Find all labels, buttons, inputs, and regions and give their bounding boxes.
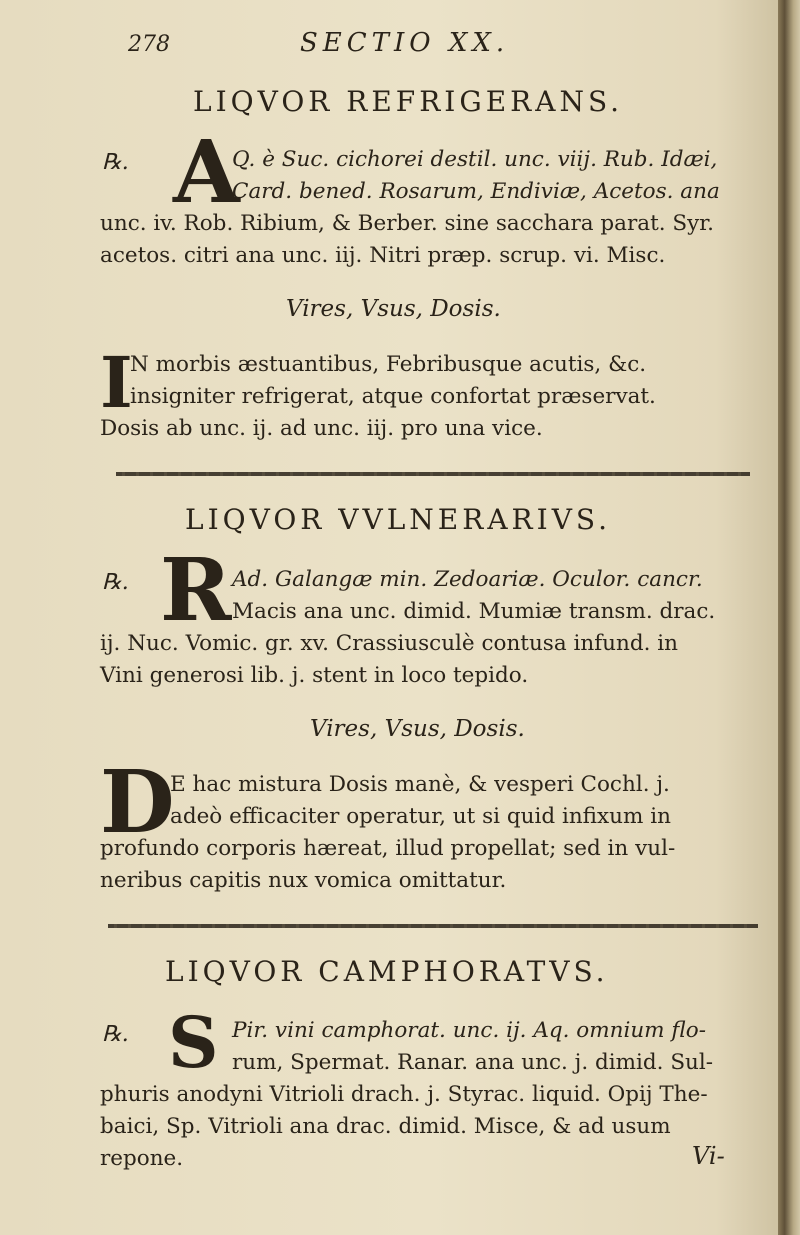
running-title: SECTIO XX. (300, 28, 510, 58)
section-title-camphoratus: LIQVOR CAMPHORATVS. (165, 955, 609, 988)
subheading: Vires, Vsus, Dosis. (286, 296, 501, 322)
page-number: 278 (128, 32, 170, 57)
body-line: N morbis æstuantibus, Febribusque acutis, &c. (130, 352, 647, 377)
recipe-line: Pir. vini camphorat. unc. ij. Aq. omnium flo- (232, 1018, 706, 1043)
recipe-line: Vini generosi lib. j. stent in loco tepido. (100, 663, 529, 688)
recipe-line: unc. iv. Rob. Ribium, & Berber. sine sacchara parat. Syr. (100, 211, 715, 236)
section-title-refrigerans: LIQVOR REFRIGERANS. (193, 85, 624, 118)
body-line: adeò efficaciter operatur, ut si quid infixum in (170, 804, 671, 829)
recipe-line: repone. (100, 1146, 184, 1171)
section-title-vulnerarius: LIQVOR VVLNERARIVS. (185, 503, 611, 536)
recipe-line: Macis ana unc. dimid. Mumiæ transm. drac. (232, 599, 716, 624)
subheading: Vires, Vsus, Dosis. (310, 716, 525, 742)
drop-cap: R (160, 540, 232, 641)
recipe-line: Card. bened. Rosarum, Endiviæ, Acetos. ana (232, 179, 720, 204)
body-line: neribus capitis nux vomica omittatur. (100, 868, 507, 893)
recipe-line: phuris anodyni Vitrioli drach. j. Styrac. liquid. Opij The- (100, 1082, 708, 1107)
recipe-line: baici, Sp. Vitrioli ana drac. dimid. Misce, & ad usum (100, 1114, 671, 1139)
body-line: insigniter refrigerat, atque confortat præservat. (130, 384, 656, 409)
recipe-line: acetos. citri ana unc. iij. Nitri præp. scrup. vi. Misc. (100, 243, 666, 268)
recipe-line: Q. è Suc. cichorei destil. unc. viij. Rub. Idæi, (232, 147, 718, 172)
recipe-line: Ad. Galangæ min. Zedoariæ. Oculor. cancr. (232, 567, 703, 592)
body-line: E hac mistura Dosis manè, & vesperi Cochl. j. (170, 772, 670, 797)
recipe-line: rum, Spermat. Ranar. ana unc. j. dimid. Sul- (232, 1050, 714, 1075)
drop-cap: D (100, 752, 175, 853)
body-line: profundo corporis hæreat, illud propellat; sed in vul- (100, 836, 676, 861)
drop-cap: A (173, 122, 240, 223)
recipe-symbol: ℞. (102, 150, 129, 175)
body-line: Dosis ab unc. ij. ad unc. iij. pro una vice. (100, 416, 543, 441)
recipe-line: ij. Nuc. Vomic. gr. xv. Crassiusculè contusa infund. in (100, 631, 679, 656)
page-edge (778, 0, 800, 1235)
drop-cap: I (100, 341, 133, 424)
catchword: Vi- (692, 1142, 725, 1170)
recipe-symbol: ℞. (102, 1022, 129, 1047)
drop-cap: S (168, 1001, 219, 1084)
section-rule (108, 924, 758, 928)
section-rule (116, 472, 750, 476)
recipe-symbol: ℞. (102, 570, 129, 595)
